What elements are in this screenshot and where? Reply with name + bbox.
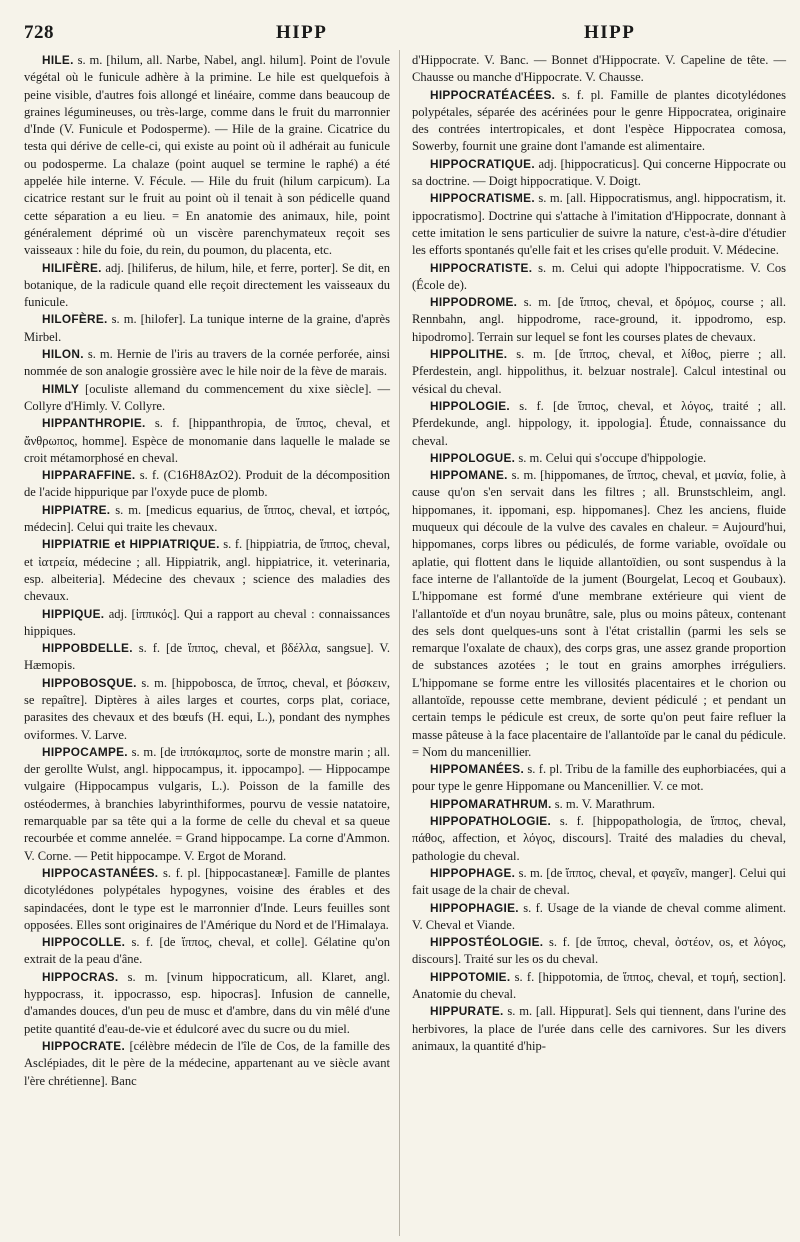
dictionary-entry (412, 398, 786, 450)
entry-headword: HIPPOPHAGIE. (430, 900, 519, 915)
dictionary-entry (412, 796, 786, 813)
entry-headword: HIPPOPATHOLOGIE. (430, 814, 552, 829)
dictionary-entry (412, 761, 786, 796)
entry-definition: s. m. [medicus equarius, de ἵππος, cheval, et ἰατρός, médecin]. Celui qui traite les chevaux. (24, 502, 390, 535)
entry-headword: HIPPODROME. (430, 295, 518, 310)
entry-headword: HIPPANTHROPIE. (42, 416, 146, 431)
dictionary-entry (412, 1003, 786, 1055)
dictionary-entry (412, 865, 786, 900)
entry-headword: HIPPIATRIE et HIPPIATRIQUE. (42, 537, 220, 552)
dictionary-entry (412, 52, 786, 87)
entry-definition: adj. [hippocraticus]. Qui concerne Hippocrate ou sa doctrine. — Doigt hippocratique. V. Doigt. (412, 156, 786, 189)
column-divider (399, 50, 400, 1236)
entry-headword: HIPPARAFFINE. (42, 468, 136, 483)
dictionary-entry (412, 346, 786, 398)
dictionary-entry (24, 934, 390, 969)
dictionary-entry (24, 744, 390, 865)
dictionary-entry (24, 675, 390, 744)
entry-headword: HIPPOTOMIE. (430, 969, 511, 984)
dictionary-entry (24, 260, 390, 312)
entry-definition: adj. [hiliferus, de hilum, hile, et ferre, porter]. Se dit, en botanique, de la radicule quand elle reçoit directement les vaisseaux du funicule. (24, 260, 390, 310)
entry-headword: HIPPOMARATHRUM. (430, 796, 552, 811)
entry-definition: s. m. V. Marathrum. (554, 796, 655, 811)
entry-definition: [oculiste allemand du commencement du xixe siècle]. — Collyre d'Himly. V. Collyre. (24, 381, 390, 413)
dictionary-entry (412, 900, 786, 935)
entry-definition: s. f. [hippopathologia, de ἵππος, cheval, πάθος, affection, et λόγος, discours]. Traité des maladies du cheval, pathologie du cheval. (412, 814, 786, 863)
entry-headword: HIPPOCRATISME. (430, 191, 535, 206)
entry-definition: s. m. [hilofer]. La tunique interne de la graine, d'après Mirbel. (24, 312, 390, 344)
entry-headword: HIPPOCOLLE. (42, 935, 126, 950)
entry-headword: HIPPOCASTANÉES. (42, 865, 159, 880)
right-column (412, 52, 786, 1055)
page-header (14, 22, 790, 46)
entry-headword: HIPPOLOGUE. (430, 450, 516, 465)
dictionary-entry (412, 450, 786, 467)
entry-definition: s. f. [de ἵππος, cheval, et colle]. Gélatine qu'on extrait de la peau d'âne. (24, 935, 390, 967)
running-head-right: HIPP (584, 22, 636, 43)
entry-definition: adj. [ἱππικός]. Qui a rapport au cheval : connaissances hippiques. (24, 606, 390, 638)
entry-headword: HIMLY (42, 381, 80, 396)
entry-definition: s. m. [all. Hippurat]. Sels qui tiennent, dans l'urine des herbivores, la place de l'urée dans celle des carnivores. Sur les divers animaux, la quantité d'hip- (412, 1004, 787, 1053)
entry-definition: s. m. [de ἱππόκαμπος, sorte de monstre marin ; all. der gerollte Wulst, angl. hippocampus, it. ippocampo]. — Hippocampe vulgaire (Hippocampus vulgaris, L.). Poisson de la famille des ostéodermes, à branchies labyrinthiformes, pourvu de vessie natatoire, remarquable par sa tête qui a la forme de celle du cheval et sa queue recourbée et comme annelée. = Grand hippocampe. La corne d'Ammon. V. Corne. — Petit hippocampe. V. Ergot de Morand. (24, 744, 391, 863)
entry-headword: HIPPOPHAGE. (430, 865, 516, 880)
entry-headword: HIPPOLITHE. (430, 347, 508, 362)
entry-definition: s. m. Celui qui adopte l'hippocratisme. V. Cos (École de). (412, 260, 787, 292)
entry-definition: s. m. [de ἵππος, cheval, et δρόμος, course ; all. Rennbahn, angl. hippodrome, race-ground, it. ippodromo, esp. hipodromo]. Terrain sur lequel se font les courses plates de chevaux. (412, 295, 787, 344)
entry-headword: HIPPOCRATIQUE. (430, 156, 535, 171)
page-number: 728 (24, 22, 54, 43)
entry-definition: s. f. pl. Tribu de la famille des euphorbiacées, qui a pour type le genre Hippomane ou Mancenillier. V. ce mot. (412, 762, 786, 794)
entry-headword: HILOFÈRE. (42, 312, 108, 327)
dictionary-entry (24, 346, 390, 381)
entry-definition: s. m. [hippomanes, de ἵππος, cheval, et μανία, folie, à cause qu'on s'en servait dans les filtres ; all. Brunstschleim, angl. hippomanes, it. ippomani, esp. hippomanes]. Chez les anciens, fluide muqueux qui découle de la vulve des cavales en chaleur. = Aujourd'hui, hippomanes, corps libres ou pédiculés, de forme variable, ovoïdale ou aplatie, qui flottent dans le liquide allantoïdien, ou sont suspendus à la face interne de l'allantoïde de la jument (Bourgelat, Lecoq et Goubaux). L'hippomane est formé d'une membrane extérieure qui vient de l'allantoïde et d'un noyau brunâtre, sale, plus ou moins pâteux, contenant des sels dont quelques-uns sont à l'état cristallin (parmi les sels se remarque l'oxalate de chaux), des corps gras, une assez grande proportion de substances azotées ; le tout en grains amorphes irréguliers. L'hippomane se forme entre les villosités placentaires et le chorion ou allantoïde, repousse cette membrane, devient pédiculé ; et pendant un certain temps le pédicule est creux, de sorte qu'on peut faire refluer la masse pâteuse à la face placentaire de l'allantoïde par le canal du pédicule. = Nom du mancenillier. (412, 468, 786, 759)
dictionary-entry (24, 865, 390, 934)
entry-definition: s. m. [de ἵππος, cheval, et φαγεῖν, manger]. Celui qui fait usage de la chair de cheval. (412, 865, 786, 898)
running-head-left: HIPP (276, 22, 328, 43)
entry-definition: s. f. pl. [hippocastaneæ]. Famille de plantes dicotylédones polypétales hypogynes, voisine des érables et des sapindacées, dont le type est le marronnier d'Inde. Leurs feuilles sont opposées. Elles sont originaires de l'Amérique du Nord et de l'Himalaya. (24, 865, 391, 932)
entry-definition: s. m. Hernie de l'iris au travers de la cornée perforée, ainsi nommée de son analogie grossière avec le hile noir de la fève de marais. (24, 347, 391, 379)
dictionary-entry (24, 606, 390, 641)
dictionary-entry (24, 1038, 390, 1090)
entry-definition: [célèbre médecin de l'île de Cos, de la famille des Asclépiades, dit le père de la médecine, appartenant au ve siècle avant l'ère chrétienne]. Banc (24, 1038, 390, 1088)
dictionary-entry (412, 156, 786, 191)
entry-headword: HIPPOLOGIE. (430, 398, 510, 413)
entry-headword: HIPPURATE. (430, 1004, 504, 1019)
dictionary-entry (412, 969, 786, 1004)
entry-headword: HILIFÈRE. (42, 260, 102, 275)
entry-definition: s. m. [all. Hippocratismus, angl. hippocratism, it. ippocratismo]. Doctrine qui s'attache à l'imitation d'Hippocrate, donnant à cette imitation le sens particulier de suivre la nature, c'est-à-dire d'étudier les efforts spontanés qu'elle fait et les crises qu'elle produit. V. Médecine. (412, 191, 786, 258)
entry-definition: s. m. [hippobosca, de ἵππος, cheval, et βόσκειν, se repaître]. Diptères à ailes larges et courtes, corps plat, coriace, parasites des chevaux et des bœufs (H. equi, L.), pondant des nymphes oviformes. V. Larve. (24, 675, 390, 742)
dictionary-entry (24, 381, 390, 416)
left-column (24, 52, 390, 1090)
dictionary-entry (24, 502, 390, 537)
entry-headword: HIPPOCRATE. (42, 1038, 126, 1053)
dictionary-entry (412, 813, 786, 865)
entry-headword: HILE. (42, 53, 74, 67)
entry-definition: s. m. [de ἵππος, cheval, et λίθος, pierre ; all. Pferdestein, angl. hippolithus, it. belzuar nostrale]. Calcul intestinal ou vésical du cheval. (412, 347, 786, 396)
dictionary-entry (24, 969, 390, 1038)
entry-headword: HILON. (42, 347, 84, 362)
dictionary-entry (412, 294, 786, 346)
entry-definition: s. f. [de ἵππος, cheval, ὀστέον, os, et λόγος, discours]. Traité sur les os du cheval. (412, 935, 787, 967)
dictionary-entry (24, 52, 390, 260)
dictionary-entry (412, 934, 786, 969)
entry-definition: s. f. [hippanthropia, de ἵππος, cheval, et ἄνθρωπος, homme]. Espèce de monomanie dans laquelle le malade se croit métamorphosé en cheval. (24, 416, 390, 465)
entry-definition: s. f. (C16H8AzO2). Produit de la décomposition de l'acide hippurique par l'oxyde puce de plomb. (24, 468, 390, 500)
entry-definition: s. f. [de ἵππος, cheval, et λόγος, traité ; all. Pferdekunde, angl. hippology, it. ippologia]. Étude, connaissance du cheval. (412, 398, 786, 448)
entry-headword: HIPPIATRE. (42, 502, 111, 517)
entry-headword: HIPPOMANÉES. (430, 762, 525, 777)
entry-definition: s. m. [hilum, all. Narbe, Nabel, angl. hilum]. Point de l'ovule végétal où le funicule adhère à la primine. Le hile est quelquefois à peine visible, d'autres fois allongé et linéaire, comme dans beaucoup de graines légumineuses, ou très-large, comme dans le fruit du marronnier d'Inde (V. Funicule et Podosperme). — Hile de la graine. Cicatrice du testa qui dérive de celle-ci, qui existe au point où il adhérait au funicule ou podosperme. La chalaze (point auquel se termine le raphé) a été appelée hile interne. V. Fécule. — Hile du fruit (hilum carpicum). La cicatrice restant sur le fruit au point où il tenait à son pédicelle quand cette séparation a eu lieu. = En anatomie des animaux, hile, point généralement déprimé où un viscère parenchymateux reçoit ses vaisseaux : hile du foie, du rein, du poumon, du placenta, etc. (24, 53, 391, 258)
entry-definition: s. m. Celui qui s'occupe d'hippologie. (518, 450, 707, 465)
dictionary-entry (24, 536, 390, 605)
entry-definition: s. f. Usage de la viande de cheval comme aliment. V. Cheval et Viande. (412, 900, 786, 932)
dictionary-entry (24, 467, 390, 502)
entry-headword: HIPPIQUE. (42, 606, 105, 621)
entry-headword: HIPPOMANE. (430, 468, 508, 483)
dictionary-entry (412, 260, 786, 295)
entry-definition: s. f. pl. Famille de plantes dicotylédones polypétales, séparée des acérinées pour le genre Hippocratea, originaire des contrées intertropicales, et dont l'espèce Hippocratea comosa, Sowerby, fournit une graine dont l'amande est alimentaire. (412, 87, 786, 154)
entry-headword: HIPPOCRAS. (42, 969, 119, 984)
entry-definition: s. f. [de ἵππος, cheval, et βδέλλα, sangsue]. V. Hæmopis. (24, 641, 390, 673)
entry-definition: s. f. [hippotomia, de ἵππος, cheval, et τομή, section]. Anatomie du cheval. (412, 969, 786, 1002)
entry-definition: s. f. [hippiatria, de ἵππος, cheval, et ἰατρεία, médecine ; all. Hippiatrik, angl. hippiatrice, it. veterinaria, esp. albeiteria]. Médecine des chevaux ; science des maladies des chevaux. (24, 537, 390, 604)
dictionary-entry (412, 190, 786, 259)
dictionary-entry (412, 467, 786, 761)
dictionary-entry (24, 640, 390, 675)
dictionary-entry (24, 311, 390, 346)
entry-headword: HIPPOCRATÉACÉES. (430, 87, 556, 102)
entry-definition: d'Hippocrate. V. Banc. — Bonnet d'Hippocrate. V. Capeline de tête. — Chausse ou manche d'Hippocrate. V. Chausse. (412, 53, 786, 85)
entry-headword: HIPPOSTÉOLOGIE. (430, 935, 544, 950)
entry-definition: s. m. [vinum hippocraticum, all. Klaret, angl. hyppocrass, it. ippocrasso, esp. hipocras]. Infusion de cannelle, d'amandes douces, d'un peu de musc et d'ambre, dans du vin mêlé d'une petite quantité d'eau-de-vie et édulcoré avec du sucre ou du miel. (24, 969, 390, 1036)
dictionary-entry (412, 87, 786, 156)
entry-headword: HIPPOBOSQUE. (42, 675, 137, 690)
entry-headword: HIPPOCRATISTE. (430, 260, 533, 275)
dictionary-entry (24, 415, 390, 467)
entry-headword: HIPPOBDELLE. (42, 641, 133, 656)
entry-headword: HIPPOCAMPE. (42, 744, 128, 759)
